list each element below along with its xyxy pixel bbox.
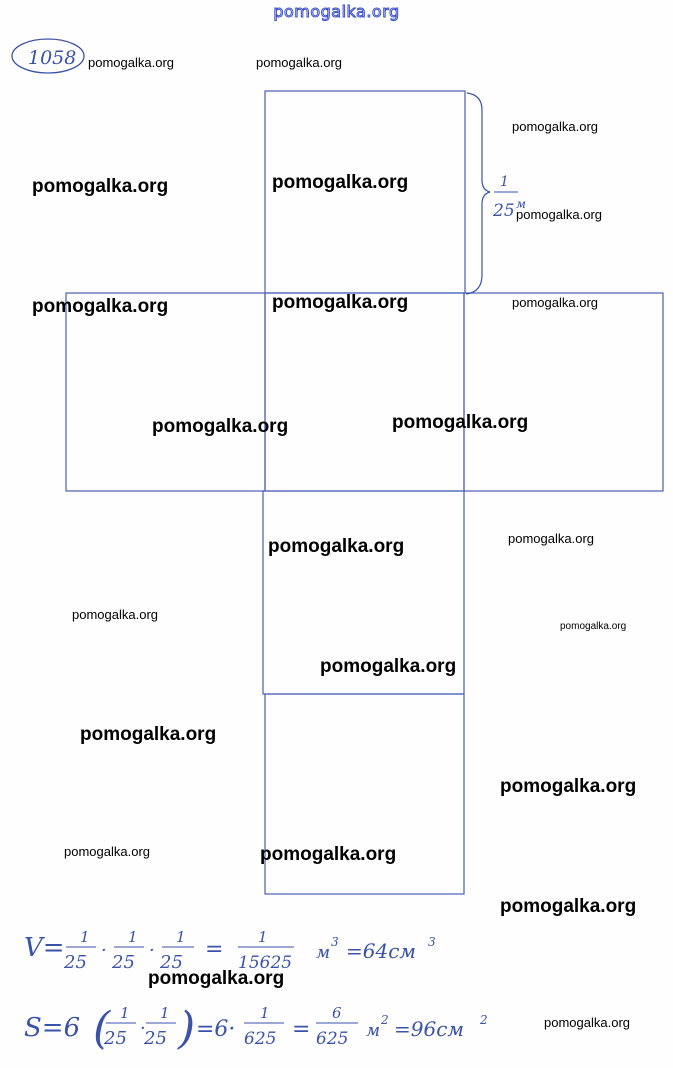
svg-text:=: = xyxy=(205,937,224,962)
svg-text:S=6: S=6 xyxy=(24,1013,81,1043)
svg-text:6: 6 xyxy=(332,1004,342,1022)
watermark: pomogalka.org xyxy=(544,1015,630,1030)
svg-text:1: 1 xyxy=(80,928,90,946)
svg-text:3: 3 xyxy=(428,935,436,949)
svg-text:1: 1 xyxy=(120,1004,130,1022)
svg-text:1: 1 xyxy=(128,928,138,946)
svg-text:): ) xyxy=(178,1003,196,1054)
watermark: pomogalka.org xyxy=(256,55,342,70)
net-face-right xyxy=(464,293,663,491)
watermark: pomogalka.org xyxy=(508,531,594,546)
svg-text:1: 1 xyxy=(176,928,186,946)
svg-text:м: м xyxy=(366,1021,381,1041)
site-banner: pomogalka.org xyxy=(273,2,400,21)
watermark: pomogalka.org xyxy=(272,292,409,313)
watermark: pomogalka.org xyxy=(80,724,217,745)
svg-text:1: 1 xyxy=(160,1004,170,1022)
watermark: pomogalka.org xyxy=(268,536,405,557)
surface-formula xyxy=(24,1003,488,1054)
svg-text:1: 1 xyxy=(500,174,509,190)
svg-text:25: 25 xyxy=(104,1028,127,1049)
svg-text:2: 2 xyxy=(381,1013,389,1027)
net-face-left xyxy=(66,293,265,491)
watermark: pomogalka.org xyxy=(512,119,598,134)
volume-formula xyxy=(24,928,436,973)
svg-text:1: 1 xyxy=(258,928,268,946)
svg-text:25: 25 xyxy=(112,952,135,973)
watermark: pomogalka.org xyxy=(260,844,397,865)
edge-brace xyxy=(466,93,490,294)
watermark: pomogalka.org xyxy=(72,607,158,622)
svg-text:25: 25 xyxy=(64,952,87,973)
svg-text:·: · xyxy=(140,1018,146,1039)
watermark: pomogalka.org xyxy=(32,296,169,317)
watermark: pomogalka.org xyxy=(320,656,457,677)
watermark: pomogalka.org xyxy=(152,416,289,437)
svg-text:25: 25 xyxy=(160,952,183,973)
svg-text:2: 2 xyxy=(480,1013,488,1027)
problem-number-badge xyxy=(12,39,84,73)
svg-text:15625: 15625 xyxy=(238,953,293,973)
svg-text:1: 1 xyxy=(260,1004,270,1022)
svg-text:м: м xyxy=(516,197,526,211)
watermark: pomogalka.org xyxy=(32,176,169,197)
watermark: pomogalka.org xyxy=(500,896,637,917)
watermark: pomogalka.org xyxy=(64,844,150,859)
svg-text:625: 625 xyxy=(316,1029,349,1049)
svg-text:=96см: =96см xyxy=(394,1017,464,1041)
watermark: pomogalka.org xyxy=(560,621,627,632)
svg-text:=: = xyxy=(292,1017,311,1042)
svg-text:·: · xyxy=(101,940,107,961)
svg-text:V=: V= xyxy=(24,933,65,963)
watermark: pomogalka.org xyxy=(516,207,602,222)
problem-number: 1058 xyxy=(28,47,77,69)
watermark: pomogalka.org xyxy=(148,968,285,989)
svg-text:=64см: =64см xyxy=(346,939,416,963)
watermark: pomogalka.org xyxy=(512,295,598,310)
svg-text:=6·: =6· xyxy=(196,1017,236,1042)
watermark: pomogalka.org xyxy=(88,55,174,70)
svg-text:25: 25 xyxy=(493,201,515,221)
watermark: pomogalka.org xyxy=(500,776,637,797)
net-face-center xyxy=(265,293,464,491)
watermark: pomogalka.org xyxy=(392,412,529,433)
svg-text:·: · xyxy=(149,940,155,961)
svg-text:25: 25 xyxy=(144,1028,167,1049)
svg-text:625: 625 xyxy=(244,1029,277,1049)
svg-text:3: 3 xyxy=(331,935,339,949)
watermark: pomogalka.org xyxy=(272,172,409,193)
svg-text:м: м xyxy=(316,943,331,963)
svg-text:(: ( xyxy=(93,1003,111,1054)
